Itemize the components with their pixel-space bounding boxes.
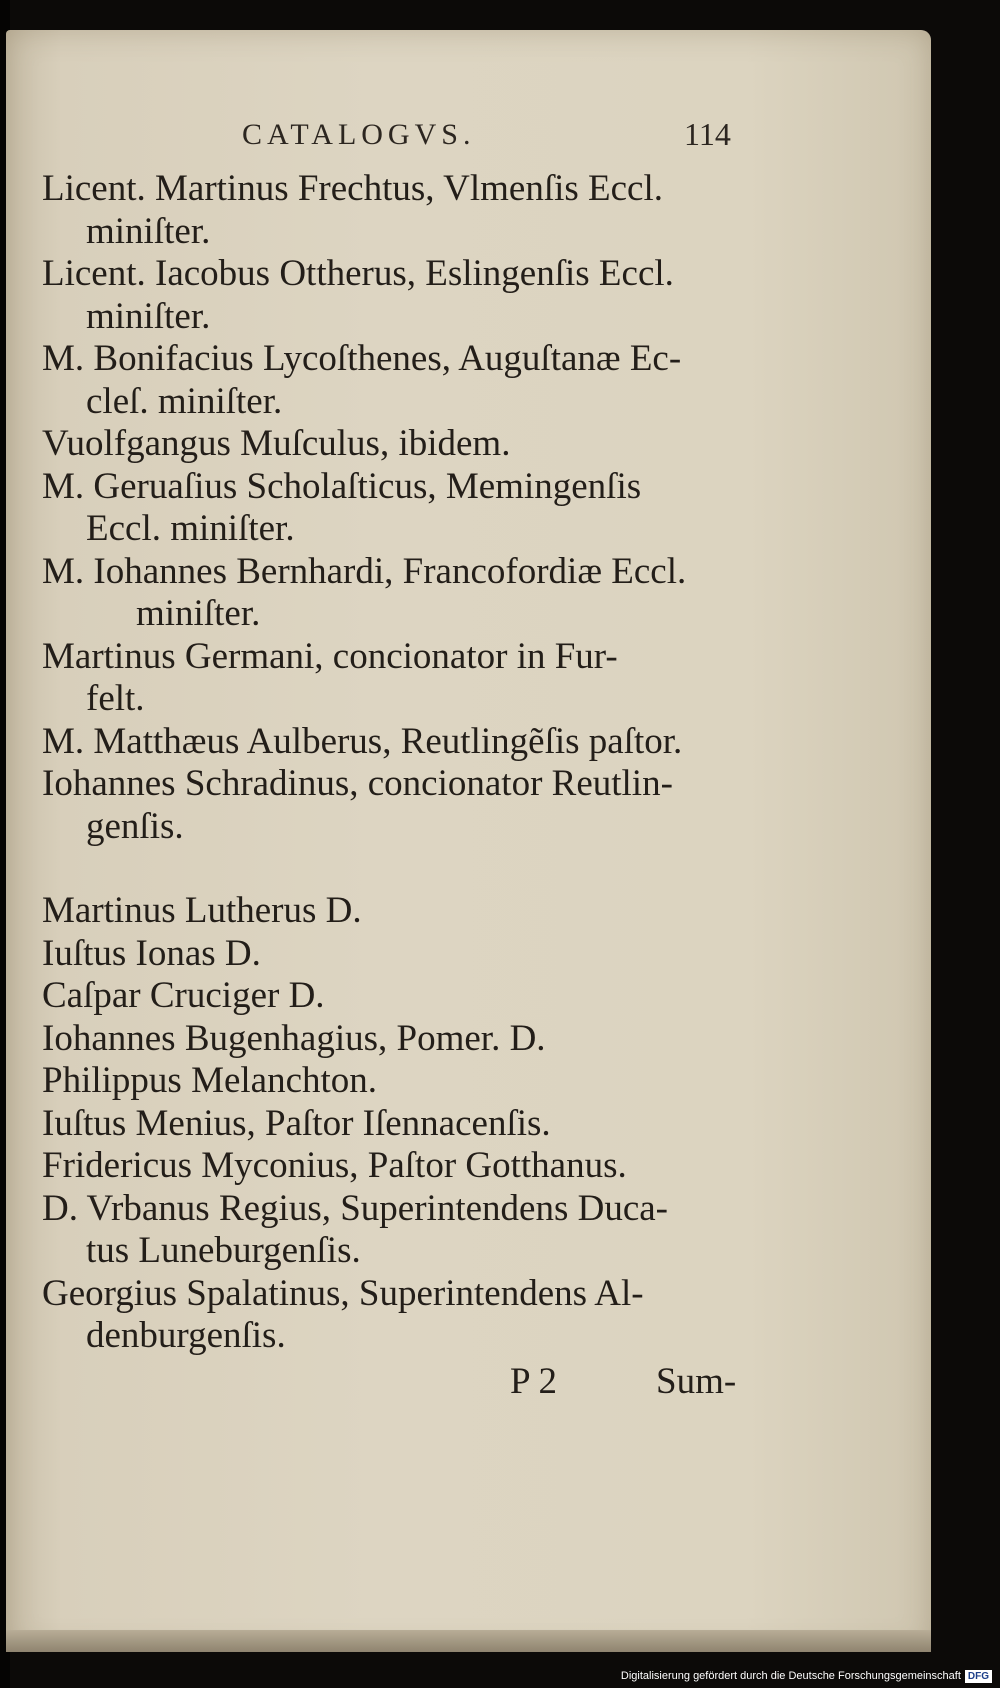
running-title: CATALOGVS. xyxy=(242,118,476,151)
text-line: felt. xyxy=(86,678,145,719)
text-line: Licent. Martinus Frechtus, Vlmenſis Eccl. xyxy=(42,168,663,209)
catchword: Sum- xyxy=(656,1361,737,1402)
text-line: denburgenſis. xyxy=(86,1315,286,1356)
digitization-credit xyxy=(621,1666,992,1686)
text-line: Iuſtus Ionas D. xyxy=(42,932,261,974)
text-line: Iuſtus Menius, Paſtor Iſennacenſis. xyxy=(42,1102,551,1144)
text-line: miniſter. xyxy=(86,295,211,337)
text-line: miniſter. xyxy=(86,210,211,252)
text-line: Fridericus Myconius, Paſtor Gotthanus. xyxy=(42,1145,627,1186)
text-line: Vuolfgangus Muſculus, ibidem. xyxy=(42,423,511,464)
text-line: D. Vrbanus Regius, Superintendens Duca- xyxy=(42,1187,668,1229)
section-gap xyxy=(42,848,762,890)
text-line: M. Geruaſius Scholaſticus, Memingenſis xyxy=(42,465,642,507)
text-line: Georgius Spalatinus, Superintendens Al- xyxy=(42,1272,644,1314)
credit-text: Digitalisierung gefördert durch die Deutsche Forschungsgemeinschaft xyxy=(620,1670,961,1682)
catalog-text xyxy=(42,168,762,1358)
page-footer-line xyxy=(6,1360,931,1404)
running-header xyxy=(6,118,931,162)
text-line: Caſpar Cruciger D. xyxy=(42,975,325,1016)
text-line: cleſ. miniſter. xyxy=(86,380,283,422)
text-line: Iohannes Schradinus, concionator Reutlin- xyxy=(42,763,673,804)
page-bottom-edge xyxy=(6,1630,931,1652)
text-line: miniſter. xyxy=(136,593,261,634)
page-number: 114 xyxy=(684,116,731,152)
text-line: Iohannes Bugenhagius, Pomer. D. xyxy=(42,1017,546,1059)
book-page xyxy=(6,30,931,1650)
text-line: Philippus Melanchton. xyxy=(42,1060,378,1101)
text-line: Martinus Lutherus D. xyxy=(42,890,362,931)
text-line: tus Luneburgenſis. xyxy=(86,1230,361,1271)
text-line: Eccl. miniſter. xyxy=(86,508,295,549)
text-line: genſis. xyxy=(86,805,184,847)
dfg-logo: DFG xyxy=(965,1670,992,1683)
text-line: M. Bonifacius Lycoſthenes, Auguſtanæ Ec- xyxy=(42,338,682,379)
text-line: M. Iohannes Bernhardi, Francofordiæ Eccl. xyxy=(42,550,687,592)
text-line: Licent. Iacobus Ottherus, Eslingenſis Eccl. xyxy=(42,253,674,294)
text-line: Martinus Germani, concionator in Fur- xyxy=(42,635,618,677)
text-line: M. Matthæus Aulberus, Reutlingẽſis paſtor. xyxy=(42,720,683,762)
signature-mark: P 2 xyxy=(510,1361,557,1402)
